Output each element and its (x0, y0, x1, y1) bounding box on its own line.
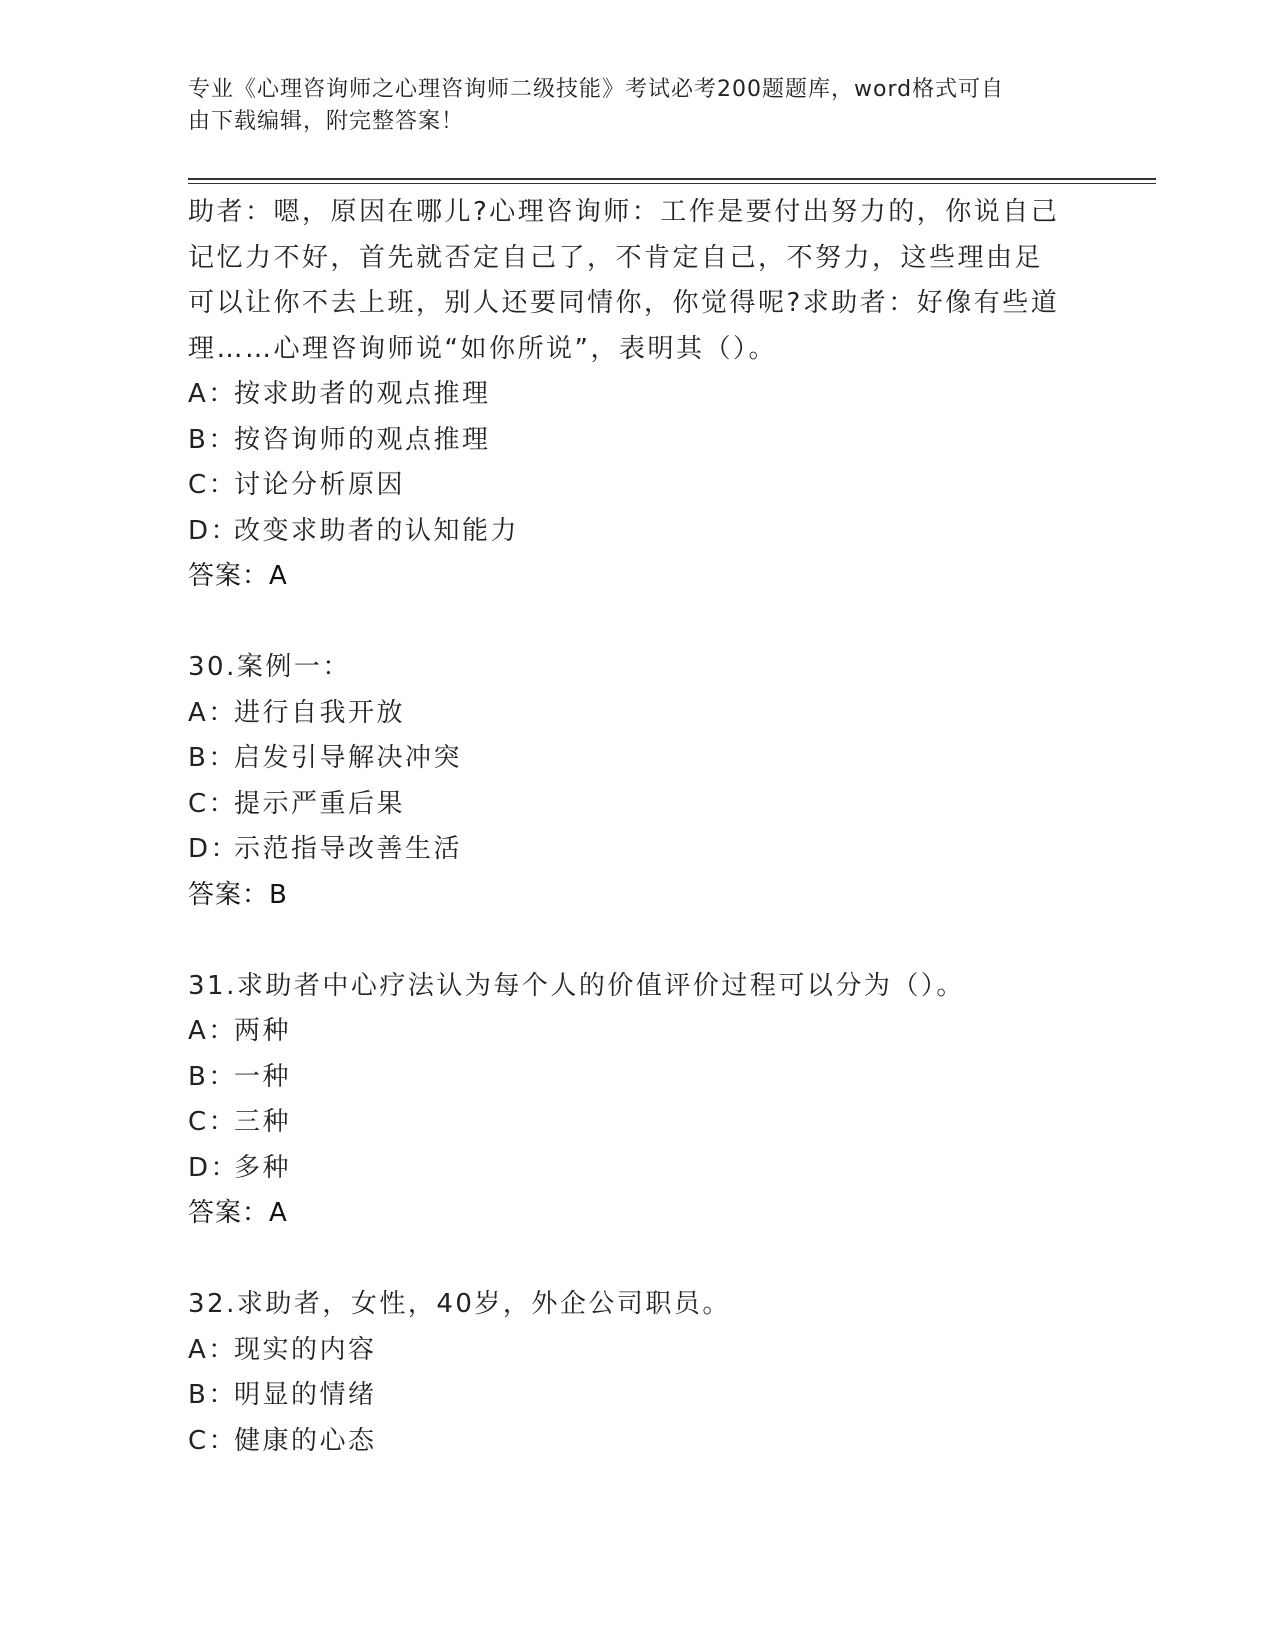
option-key: B： (188, 1380, 237, 1410)
answer-line: 答案：A (188, 561, 288, 591)
option-text: 现实的内容 (234, 1334, 377, 1365)
option-text: 进行自我开放 (234, 697, 406, 728)
option-key: B： (188, 743, 237, 773)
option-d (188, 827, 1088, 873)
header-line-2: 由下载编辑，附完整答案！ (188, 109, 465, 134)
header-divider-thick (188, 178, 1156, 180)
option-text: 多种 (234, 1152, 292, 1183)
question-spacer (188, 918, 1088, 964)
option-key: C： (188, 1107, 238, 1137)
option-a (188, 691, 1088, 737)
option-d (188, 509, 1088, 555)
option-b (188, 1373, 1088, 1419)
option-a (188, 1328, 1088, 1374)
header-divider-thin (188, 183, 1156, 184)
option-c (188, 1100, 1088, 1146)
option-b (188, 418, 1088, 464)
document-header (188, 74, 1068, 138)
option-c (188, 1419, 1088, 1465)
option-key: A： (188, 1334, 237, 1365)
option-b (188, 736, 1088, 782)
option-text: 一种 (234, 1061, 292, 1092)
option-key: C： (188, 788, 238, 819)
option-text: 按求助者的观点推理 (234, 379, 491, 409)
question-29 (188, 190, 1088, 600)
option-key: B： (188, 1061, 237, 1092)
option-text: 健康的心态 (234, 1425, 377, 1456)
option-key: D： (188, 834, 240, 864)
question-stem-line: 理……心理咨询师说“如你所说”，表明其（）。 (188, 333, 777, 364)
option-text: 示范指导改善生活 (234, 834, 463, 864)
option-text: 三种 (234, 1107, 292, 1137)
question-stem: 30.案例一： (188, 652, 351, 682)
question-32 (188, 1282, 1088, 1464)
answer-line: 答案：A (188, 1198, 288, 1228)
option-text: 讨论分析原因 (234, 470, 406, 500)
option-text: 两种 (234, 1016, 292, 1046)
option-c (188, 782, 1088, 828)
option-key: A： (188, 697, 237, 728)
question-stem: 31.求助者中心疗法认为每个人的价值评价过程可以分为（）。 (188, 970, 965, 1001)
option-b (188, 1055, 1088, 1101)
question-stem-line: 记忆力不好，首先就否定自己了，不肯定自己，不努力，这些理由足 (188, 242, 1044, 273)
option-key: C： (188, 470, 238, 500)
option-key: D： (188, 515, 240, 546)
option-text: 启发引导解决冲突 (234, 743, 463, 773)
question-31 (188, 964, 1088, 1237)
question-spacer (188, 1237, 1088, 1283)
question-stem-line: 可以让你不去上班，别人还要同情你，你觉得呢?求助者：好像有些道 (188, 288, 1060, 318)
option-key: A： (188, 1016, 237, 1046)
question-stem: 32.求助者，女性，40岁，外企公司职员。 (188, 1289, 731, 1319)
header-line-1: 专业《心理咨询师之心理咨询师二级技能》考试必考200题题库，word格式可自 (188, 77, 1005, 102)
question-30 (188, 645, 1088, 918)
option-key: D： (188, 1152, 240, 1183)
option-key: A： (188, 379, 237, 409)
option-text: 明显的情绪 (234, 1380, 377, 1410)
option-d (188, 1146, 1088, 1192)
option-a (188, 1009, 1088, 1055)
question-spacer (188, 600, 1088, 646)
option-key: C： (188, 1425, 238, 1456)
question-list (188, 190, 1088, 1464)
answer-line: 答案：B (188, 879, 288, 910)
option-text: 按咨询师的观点推理 (234, 424, 491, 455)
question-stem-line: 助者：嗯，原因在哪儿?心理咨询师：工作是要付出努力的，你说自己 (188, 197, 1060, 227)
option-c (188, 463, 1088, 509)
option-text: 改变求助者的认知能力 (234, 515, 520, 546)
option-key: B： (188, 424, 237, 455)
option-a (188, 372, 1088, 418)
option-text: 提示严重后果 (234, 788, 406, 819)
